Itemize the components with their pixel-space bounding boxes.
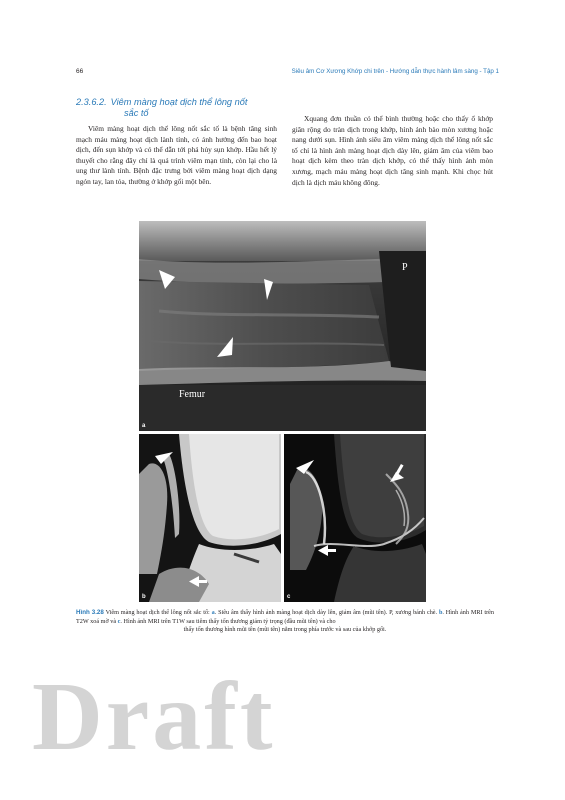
- section-title-line1: Viêm màng hoạt dịch thể lông nốt: [110, 97, 248, 107]
- mri-t2w-image: [139, 434, 281, 602]
- panel-letter-a: a: [142, 423, 146, 429]
- section-heading: [76, 97, 286, 119]
- caption-label-b: b: [438, 609, 443, 616]
- caption-part4: . Hình ảnh MRI trên T1W sau tiêm thấy tổn thương giảm tỷ trọng (đầu mũi tên) và cho: [120, 617, 336, 625]
- mri-t1w-image: [284, 434, 426, 602]
- running-title: Siêu âm Cơ Xương Khớp chi trên - Hướng dẫn thực hành lâm sàng - Tập 1: [291, 68, 499, 75]
- caption-part1: Viêm màng hoạt dịch thể lông nốt sắc tố:: [103, 609, 212, 616]
- ultrasound-image-panel-a: [139, 221, 426, 431]
- caption-label-c: c: [117, 617, 121, 625]
- mri-image-panel-b: [139, 434, 281, 602]
- femur-label: Femur: [179, 389, 206, 400]
- section-number: 2.3.6.2.: [76, 97, 107, 107]
- caption-part3: . Hình ảnh MRI trên T2W xoá mỡ và: [76, 609, 494, 625]
- right-paragraph: Xquang đơn thuần có thể bình thường hoặc cho thấy ổ khớp giãn rộng do tràn dịch trong khớp, hình ảnh bào mòn xương hoặc nang dưới sụn. Hình ảnh siêu âm viêm màng dịch thể lông nốt sắc tố chỉ là hình ảnh màng hoạt dịch dày lên, giảm âm của viêm bao hoạt dịch kèm theo tràn dịch khớp, có thể thấy hình ảnh mòn xương, mạch máu màng hoạt dịch tăng sinh mạnh. Khi chọc hút dịch là dịch máu không đông.: [292, 114, 493, 187]
- caption-part2: . Siêu âm thấy hình ảnh màng hoạt dịch dày lên, giảm âm (mũi tên). P, xương bánh chè.: [214, 609, 439, 616]
- section-title-line2: sắc tố: [124, 108, 149, 118]
- mri-image-panel-c: [284, 434, 426, 602]
- right-column: [292, 114, 493, 188]
- caption-label-a: a: [211, 609, 215, 616]
- draft-watermark: Draft: [32, 663, 276, 771]
- panel-letter-b: b: [142, 594, 146, 600]
- figure-caption: [76, 609, 494, 635]
- caption-lead: Hình 3.28: [76, 609, 104, 616]
- caption-last-line: thấy tổn thương hình mũi tên (mũi tên) nằm trong phía trước và sau của khớp gối.: [183, 626, 387, 634]
- left-column: [76, 124, 277, 188]
- patella-label: P: [402, 262, 408, 273]
- panel-letter-c: c: [287, 594, 291, 600]
- page-number: 66: [76, 68, 84, 75]
- left-paragraph: Viêm màng hoạt dịch thể lông nốt sắc tố là bệnh tăng sinh mạch máu màng hoạt dịch lành tính, có ảnh hưởng đến bao hoạt dịch, đến sụn khớp và có thể dẫn tới phá hủy sụn khớp. Hầu hết lý thuyết cho rằng đây chỉ là quá trình viêm mạn tính, còn lại cho là ung thư lành tính. Bệnh đặc trưng bởi viêm màng hoạt dịch dạng ngón tay, lan tỏa, thường ở khớp gối một bên.: [76, 124, 277, 186]
